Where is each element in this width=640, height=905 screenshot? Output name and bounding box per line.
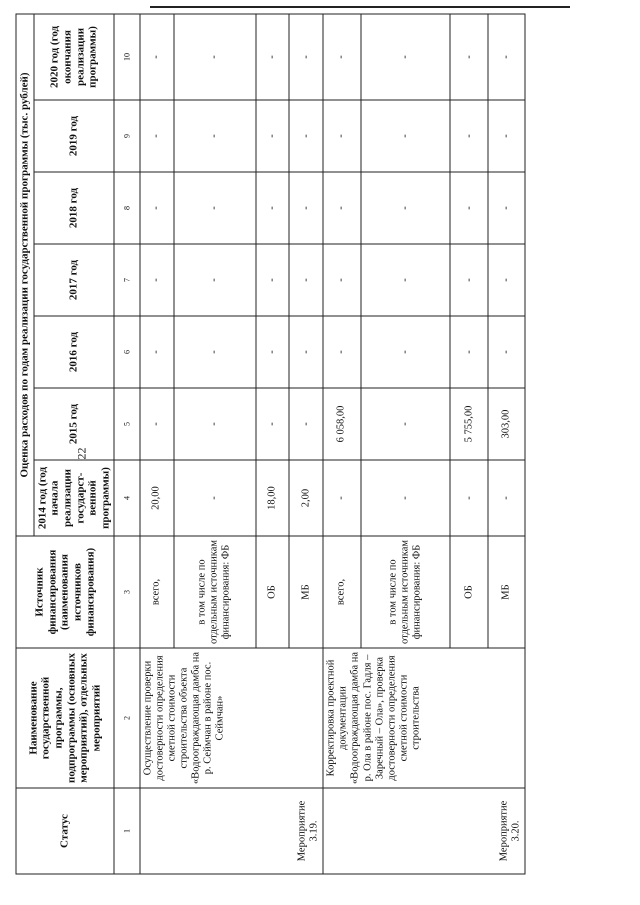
value-cell: - [256,316,290,388]
value-cell: - [488,316,525,388]
value-cell: - [323,172,360,244]
value-cell: - [256,244,290,316]
value-cell: - [174,172,256,244]
value-cell: - [140,14,174,100]
value-cell: - [256,172,290,244]
value-cell: - [361,388,451,460]
value-cell: 6 058,00 [323,388,360,460]
source-cell: всего, [140,536,174,648]
col-number: 9 [114,100,139,172]
col-number: 10 [114,14,139,100]
source-cell: всего, [323,536,360,648]
header-year: 2014 год (год начала реализации государст-венной программы) [34,460,115,536]
value-cell: - [256,388,290,460]
column-number-row [114,14,139,874]
value-cell: - [361,460,451,536]
header-year: 2018 год [34,172,115,244]
col-number: 8 [114,172,139,244]
col-number: 1 [114,788,139,874]
value-cell: - [174,460,256,536]
value-cell: - [174,388,256,460]
value-cell: - [140,172,174,244]
col-number: 5 [114,388,139,460]
header-source: Источник финансирования (наименования источников финансирования) [16,536,114,648]
value-cell: - [361,172,451,244]
source-cell: ОБ [256,536,290,648]
col-number: 6 [114,316,139,388]
col-number: 2 [114,648,139,788]
header-year: 2017 год [34,244,115,316]
value-cell: - [256,100,290,172]
source-cell: МБ [488,536,525,648]
source-cell: МБ [289,536,323,648]
value-cell: 20,00 [140,460,174,536]
value-cell: - [450,100,487,172]
header-year: 2020 год (год окончания реализации программы) [34,14,115,100]
header-year: 2015 год [34,388,115,460]
value-cell: - [450,244,487,316]
col-number: 4 [114,460,139,536]
header-year: 2016 год [34,316,115,388]
header-status: Статус [16,788,114,874]
value-cell: - [488,100,525,172]
value-cell: - [174,316,256,388]
value-cell: - [450,460,487,536]
value-cell: - [488,244,525,316]
value-cell: - [289,244,323,316]
table-row [140,14,174,874]
value-cell: - [450,14,487,100]
value-cell: - [289,388,323,460]
value-cell: - [140,100,174,172]
value-cell: 2,00 [289,460,323,536]
col-number: 7 [114,244,139,316]
value-cell: - [289,316,323,388]
value-cell: - [323,100,360,172]
table-body [140,14,525,874]
value-cell: - [361,100,451,172]
status-cell: Мероприятие 3.20. [323,788,525,874]
value-cell: - [488,14,525,100]
header-estimate: Оценка расходов по годам реализации государственной программы (тыс. рублей) [16,14,34,536]
status-cell: Мероприятие 3.19. [140,788,323,874]
source-cell: в том числе по отдельным источникам финансирования: ФБ [174,536,256,648]
page-number: 22 [74,447,89,460]
value-cell: - [256,14,290,100]
value-cell: - [289,172,323,244]
table-row [323,14,360,874]
value-cell: - [488,172,525,244]
value-cell: - [323,14,360,100]
value-cell: 5 755,00 [450,388,487,460]
value-cell: - [289,100,323,172]
value-cell: - [174,100,256,172]
value-cell: - [140,244,174,316]
value-cell: - [361,14,451,100]
col-number: 3 [114,536,139,648]
value-cell: - [323,244,360,316]
value-cell: - [140,388,174,460]
value-cell: 18,00 [256,460,290,536]
value-cell: - [450,172,487,244]
value-cell: 303,00 [488,388,525,460]
value-cell: - [361,316,451,388]
source-cell: в том числе по отдельным источникам финансирования: ФБ [361,536,451,648]
value-cell: - [488,460,525,536]
value-cell: - [361,244,451,316]
event-name-cell: Корректировка проектной документации «Водоограждающая дамба на р. Ола в районе пос. Гадля – Заречный – Ола», проверка достоверности определения сметной стоимости строительства [323,648,525,788]
value-cell: - [450,316,487,388]
budget-table [16,13,526,874]
source-cell: ОБ [450,536,487,648]
event-name-cell: Осуществление проверки достоверности определения сметной стоимости строительства объекта «Водоограждающая дамба на р. Сеймчан в районе пос. Сеймчан» [140,648,323,788]
value-cell: - [140,316,174,388]
value-cell: - [174,244,256,316]
rotated-page [1,0,640,905]
value-cell: - [323,316,360,388]
value-cell: - [289,14,323,100]
value-cell: - [323,460,360,536]
header-year: 2019 год [34,100,115,172]
value-cell: - [174,14,256,100]
header-name: Наименование государственной программы, подпрограммы (основных мероприятий), отдельных мероприятий [16,648,114,788]
